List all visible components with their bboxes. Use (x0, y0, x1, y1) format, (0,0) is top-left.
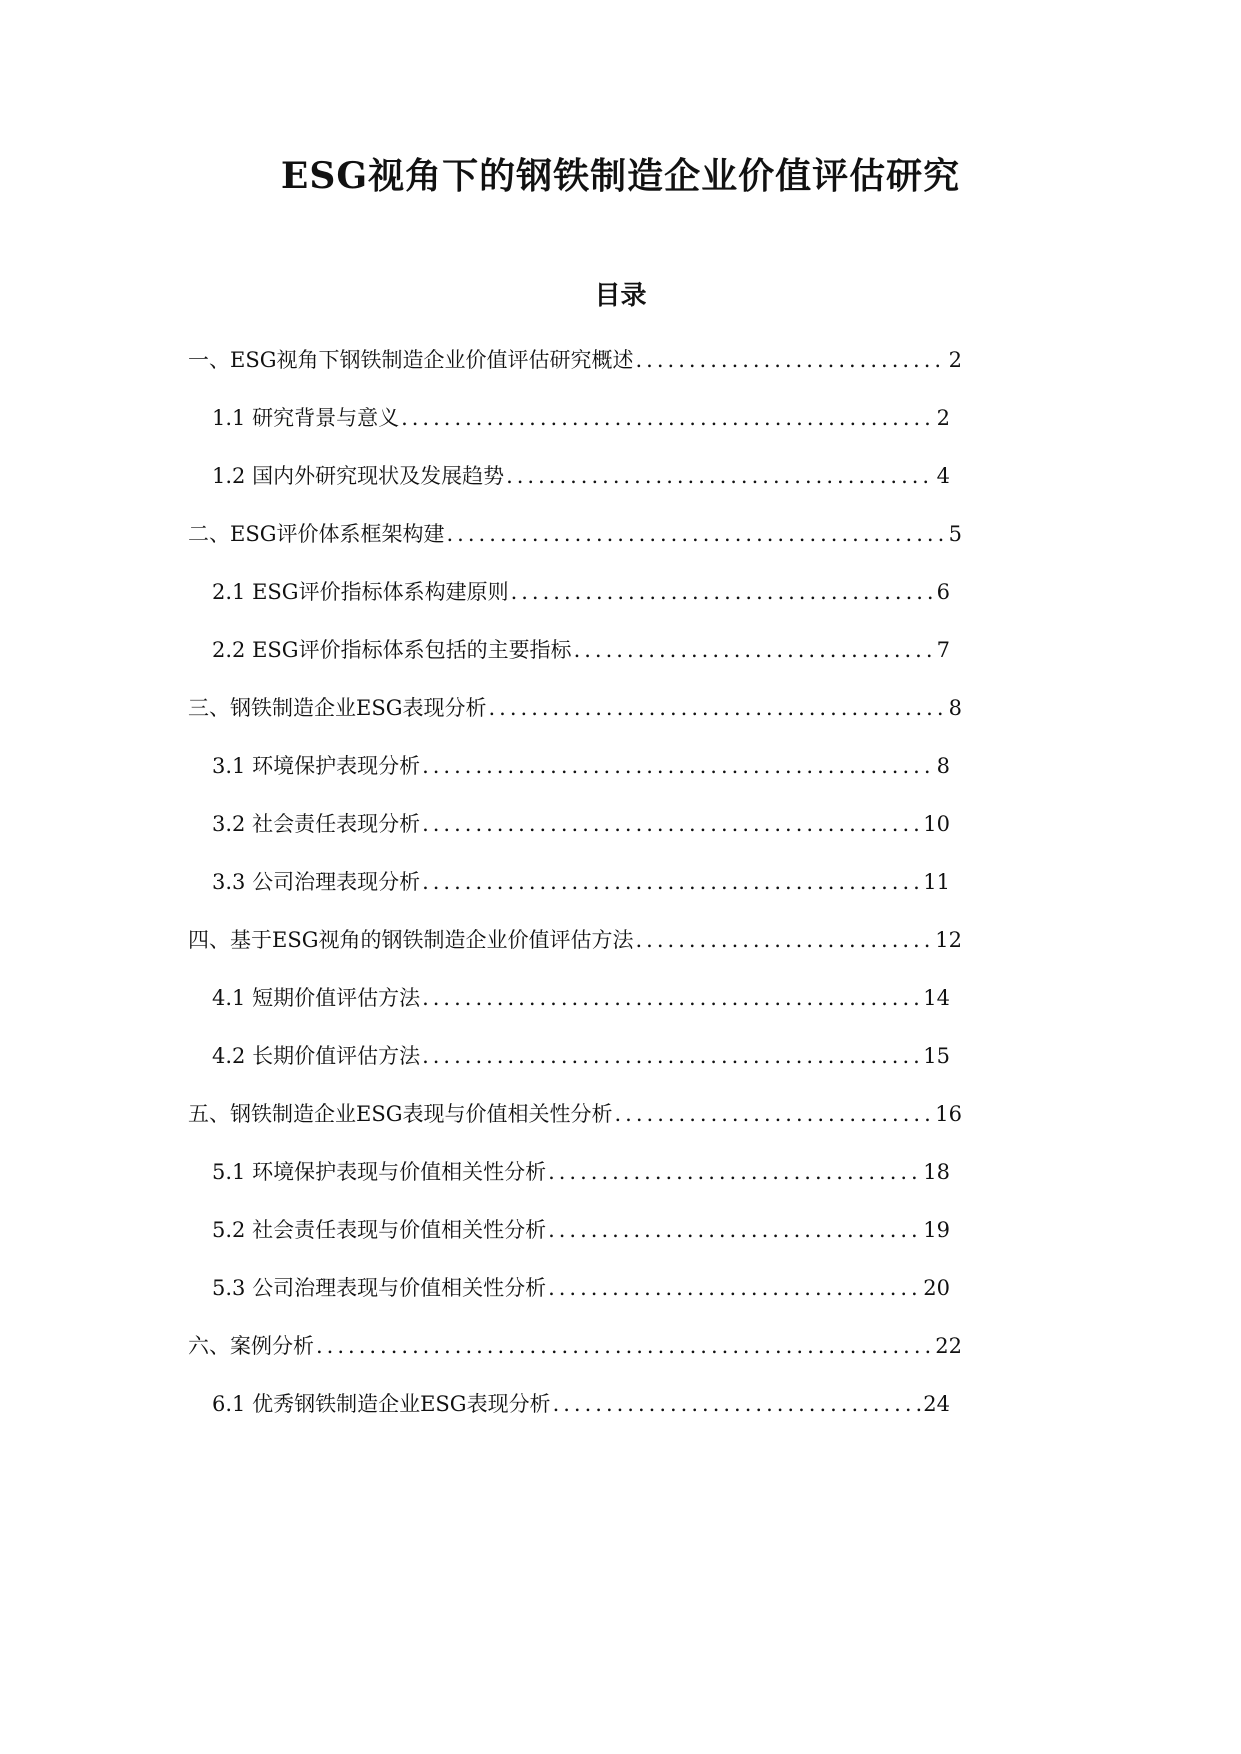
toc-entry-page: 7 (936, 638, 950, 662)
toc-dot-leader (316, 1331, 933, 1361)
toc-entry-title: 3.3 公司治理表现分析 (212, 870, 421, 894)
toc-entry[interactable] (188, 693, 962, 723)
toc-entry-page: 24 (923, 1392, 950, 1416)
toc-dot-leader (506, 461, 935, 491)
toc-dot-leader (447, 519, 947, 549)
toc-entry-title: 5.3 公司治理表现与价值相关性分析 (212, 1276, 547, 1300)
toc-entry-page: 8 (948, 696, 962, 720)
toc-dot-leader (401, 403, 935, 433)
toc-entry[interactable] (212, 983, 950, 1013)
toc-dot-leader (511, 577, 935, 607)
toc-entry-page: 6 (936, 580, 950, 604)
toc-dot-leader (636, 345, 947, 375)
toc-entry[interactable] (212, 1215, 950, 1245)
toc-entry[interactable] (188, 345, 962, 375)
toc-entry[interactable] (212, 751, 950, 781)
toc-entry[interactable] (212, 403, 950, 433)
toc-entry-page: 10 (923, 812, 950, 836)
toc-entry-page: 14 (923, 986, 950, 1010)
toc-entry[interactable] (212, 577, 950, 607)
toc-entry-title: 1.2 国内外研究现状及发展趋势 (212, 464, 505, 488)
toc-dot-leader (615, 1099, 934, 1129)
toc-entry-title: 二、ESG评价体系框架构建 (188, 522, 445, 546)
toc-entry[interactable] (212, 1273, 950, 1303)
toc-entry-title: 4.1 短期价值评估方法 (212, 986, 421, 1010)
toc-dot-leader (548, 1273, 921, 1303)
toc-entry-page: 8 (936, 754, 950, 778)
toc-entry[interactable] (188, 1331, 962, 1361)
toc-entry-title: 3.2 社会责任表现分析 (212, 812, 421, 836)
toc-entry[interactable] (212, 809, 950, 839)
toc-entry-title: 6.1 优秀钢铁制造企业ESG表现分析 (212, 1392, 551, 1416)
toc-entry[interactable] (188, 519, 962, 549)
toc-dot-leader (422, 809, 921, 839)
toc-dot-leader (574, 635, 935, 665)
toc-entry[interactable] (188, 925, 962, 955)
toc-dot-leader (636, 925, 934, 955)
toc-entry-title: 四、基于ESG视角的钢铁制造企业价值评估方法 (188, 928, 634, 952)
toc-dot-leader (422, 983, 921, 1013)
toc-entry-page: 11 (923, 870, 950, 894)
toc-entry-title: 六、案例分析 (188, 1334, 314, 1358)
toc-entry-page: 2 (948, 348, 962, 372)
toc-entry[interactable] (212, 461, 950, 491)
toc-entry-title: 3.1 环境保护表现分析 (212, 754, 421, 778)
toc-entry-page: 18 (923, 1160, 950, 1184)
toc-dot-leader (548, 1215, 921, 1245)
toc-entry-title: 三、钢铁制造企业ESG表现分析 (188, 696, 487, 720)
document-title: ESG视角下的钢铁制造企业价值评估研究 (280, 155, 961, 197)
toc-entry[interactable] (212, 1041, 950, 1071)
toc-entry-page: 12 (935, 928, 962, 952)
toc-dot-leader (422, 751, 935, 781)
toc-entry-page: 16 (935, 1102, 962, 1126)
toc-dot-leader (548, 1157, 921, 1187)
toc-entry[interactable] (188, 1099, 962, 1129)
toc-entry[interactable] (212, 867, 950, 897)
toc-entry[interactable] (212, 1389, 950, 1419)
toc-entry-title: 2.1 ESG评价指标体系构建原则 (212, 580, 509, 604)
toc-entry[interactable] (212, 635, 950, 665)
toc-entry-title: 5.1 环境保护表现与价值相关性分析 (212, 1160, 547, 1184)
toc-entry[interactable] (212, 1157, 950, 1187)
toc-entry-page: 4 (936, 464, 950, 488)
toc-entry-title: 2.2 ESG评价指标体系包括的主要指标 (212, 638, 572, 662)
toc-entry-page: 15 (923, 1044, 950, 1068)
toc-entry-page: 2 (936, 406, 950, 430)
toc-entry-title: 一、ESG视角下钢铁制造企业价值评估研究概述 (188, 348, 634, 372)
toc-entry-title: 5.2 社会责任表现与价值相关性分析 (212, 1218, 547, 1242)
toc-entry-title: 五、钢铁制造企业ESG表现与价值相关性分析 (188, 1102, 613, 1126)
toc-entry-title: 1.1 研究背景与意义 (212, 406, 400, 430)
toc-dot-leader (553, 1389, 922, 1419)
toc-entry-page: 22 (935, 1334, 962, 1358)
toc-dot-leader (422, 867, 921, 897)
toc-dot-leader (489, 693, 947, 723)
toc-entry-page: 5 (948, 522, 962, 546)
toc-dot-leader (422, 1041, 921, 1071)
toc-entry-page: 20 (923, 1276, 950, 1300)
toc-entry-page: 19 (923, 1218, 950, 1242)
toc-entry-title: 4.2 长期价值评估方法 (212, 1044, 421, 1068)
toc-heading: 目录 (594, 281, 647, 311)
